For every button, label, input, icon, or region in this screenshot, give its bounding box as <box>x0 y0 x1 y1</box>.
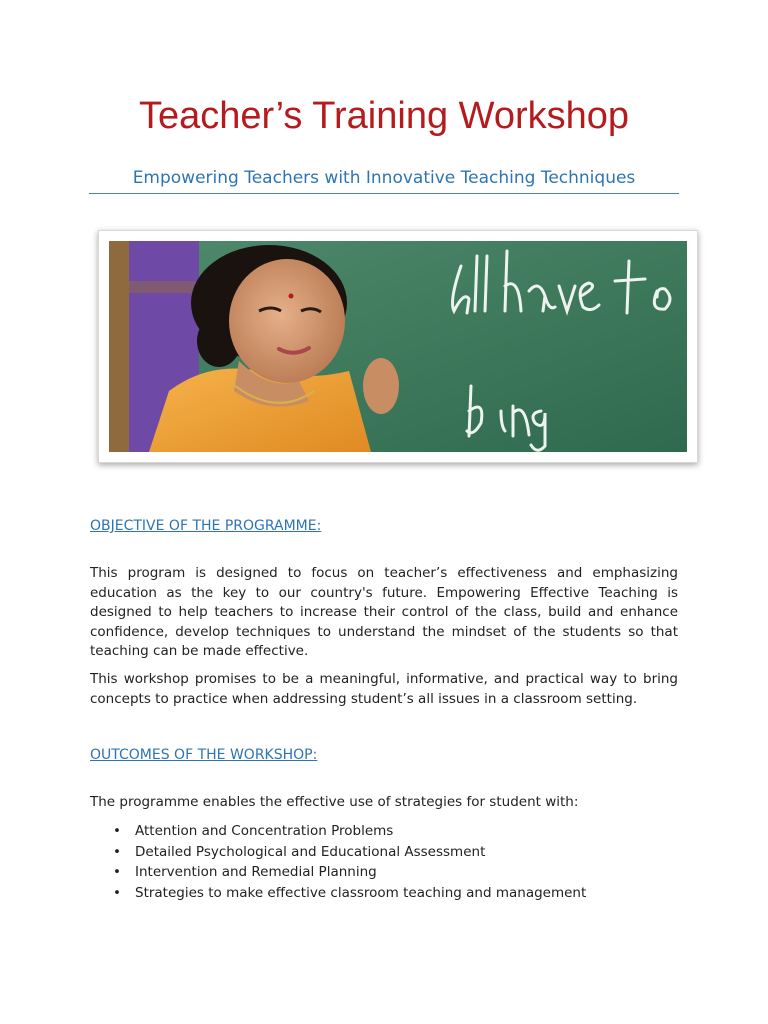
outcomes-heading: OUTCOMES OF THE WORKSHOP: <box>90 747 318 763</box>
objective-heading: OBJECTIVE OF THE PROGRAMME: <box>90 518 322 534</box>
bullet-icon: • <box>113 823 121 839</box>
list-item: • Attention and Concentration Problems <box>90 821 586 842</box>
list-item: • Intervention and Remedial Planning <box>90 862 586 883</box>
page-subtitle: Empowering Teachers with Innovative Teaching Techniques <box>89 166 679 194</box>
photo-frame <box>98 230 698 463</box>
bullet-icon: • <box>113 884 121 901</box>
page-title: Teacher’s Training Workshop <box>138 95 630 137</box>
bullet-icon: • <box>113 843 121 860</box>
list-item: • Strategies to make effective classroom teaching and management <box>90 883 586 904</box>
outcomes-intro: The programme enables the effective use of strategies for student with: <box>90 794 579 810</box>
bullet-icon: • <box>113 864 121 880</box>
outcomes-list <box>90 821 586 903</box>
objective-paragraph-1: This program is designed to focus on teacher’s effectiveness and emphasizing education as the key to our country's future. Empowering Effective Teaching is designed to help teachers to increase their control of the class, build and enhance confidence, develop techniques to understand the mindset of the students so that teaching can be made effective. <box>90 565 678 659</box>
list-item: • Detailed Psychological and Educational Assessment <box>90 842 586 863</box>
teacher-at-chalkboard-photo <box>109 241 687 452</box>
objective-paragraph-2: This workshop promises to be a meaningful, informative, and practical way to bring concepts to practice when addressing student’s all issues in a classroom setting. <box>90 671 678 707</box>
